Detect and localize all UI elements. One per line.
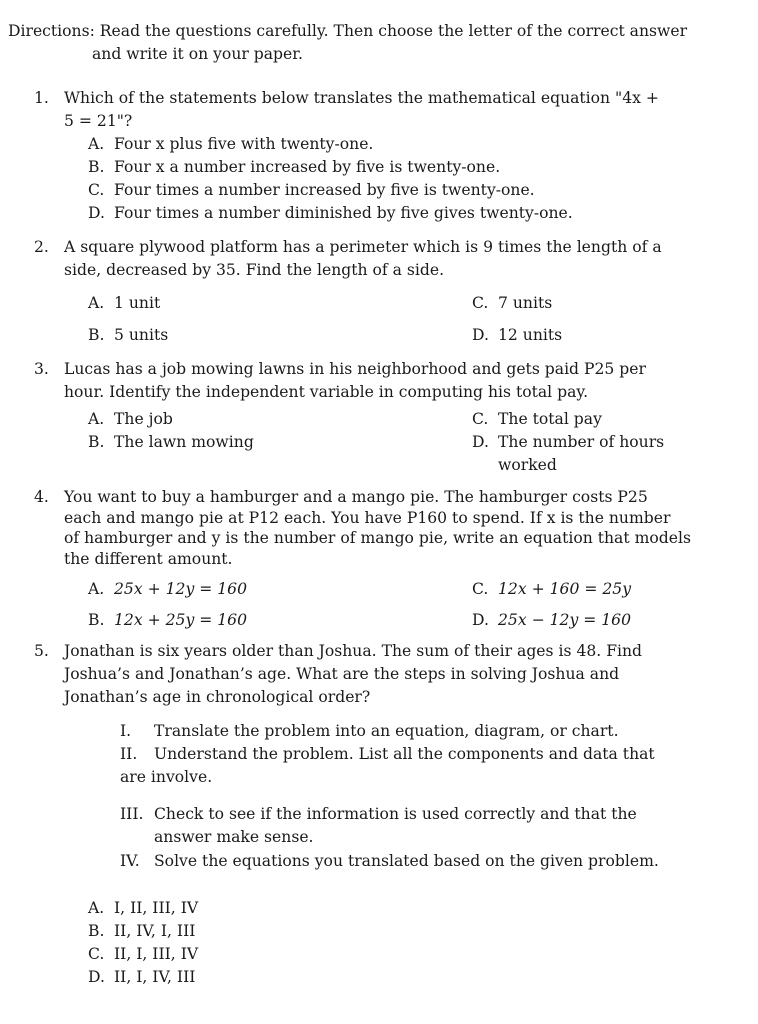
step-numeral: II.	[120, 745, 138, 763]
step-4	[120, 850, 720, 873]
option-1d	[88, 202, 573, 225]
option-text: 1 unit	[114, 294, 161, 312]
option-letter: A.	[88, 580, 105, 598]
question-text-line: Lucas has a job mowing lawns in his neighborhood and gets paid P25 per	[64, 360, 646, 378]
option-text: 12x + 160 = 25y	[498, 580, 632, 598]
step-text-continued: answer make sense.	[154, 828, 314, 846]
question-text-line: A square plywood platform has a perimeter which is 9 times the length of a	[64, 238, 662, 256]
option-3c	[472, 408, 602, 431]
directions	[8, 20, 748, 66]
step-2	[120, 743, 720, 789]
option-text: Four times a number diminished by five gives twenty-one.	[114, 204, 573, 222]
option-text: The job	[114, 410, 173, 428]
option-4a	[88, 578, 247, 601]
option-letter: A.	[88, 899, 105, 917]
question-5	[34, 640, 734, 709]
question-4	[34, 487, 734, 569]
step-text: Solve the equations you translated based on the given problem.	[154, 852, 659, 870]
option-1c	[88, 179, 535, 202]
option-text: 12 units	[498, 326, 563, 344]
question-text-line: side, decreased by 35. Find the length of a side.	[64, 261, 445, 279]
option-text: II, IV, I, III	[114, 922, 196, 940]
option-text: 25x + 12y = 160	[114, 580, 248, 598]
question-text	[64, 487, 734, 569]
option-letter: B.	[88, 326, 105, 344]
option-letter: D.	[472, 611, 489, 629]
option-letter: D.	[88, 968, 105, 986]
option-1a	[88, 133, 373, 156]
step-numeral: IV.	[120, 852, 140, 870]
option-text: 25x − 12y = 160	[498, 611, 632, 629]
directions-line-1: Directions: Read the questions carefully. Then choose the letter of the correct answer	[8, 22, 688, 40]
question-3	[34, 358, 734, 404]
option-text: Four times a number increased by five is twenty-one.	[114, 181, 535, 199]
step-text: Check to see if the information is used correctly and that the	[154, 805, 637, 823]
option-4c	[472, 578, 631, 601]
option-letter: C.	[472, 410, 489, 428]
step-text: Understand the problem. List all the components and data that	[154, 745, 655, 763]
option-2b	[88, 324, 168, 347]
option-letter: D.	[88, 204, 105, 222]
question-number: 2.	[34, 238, 49, 256]
question-text	[64, 87, 734, 133]
question-1	[34, 87, 734, 133]
question-number: 1.	[34, 89, 49, 107]
question-text-line: Joshua’s and Jonathan’s age. What are the steps in solving Joshua and	[64, 665, 620, 683]
option-5c	[88, 943, 198, 966]
option-4b	[88, 609, 247, 632]
option-letter: C.	[88, 181, 105, 199]
question-text	[64, 640, 734, 709]
question-text-line: hour. Identify the independent variable in computing his total pay.	[64, 383, 589, 401]
question-number: 4.	[34, 488, 49, 506]
step-1	[120, 720, 720, 743]
option-text: The lawn mowing	[114, 433, 254, 451]
question-text-line: 5 = 21"?	[64, 112, 133, 130]
question-2	[34, 236, 734, 282]
step-text: Translate the problem into an equation, diagram, or chart.	[154, 722, 619, 740]
option-text: 5 units	[114, 326, 169, 344]
step-text-continued: are involve.	[120, 768, 213, 786]
option-letter: B.	[88, 922, 105, 940]
question-text-line: Jonathan is six years older than Joshua. The sum of their ages is 48. Find	[64, 642, 643, 660]
option-letter: A.	[88, 410, 105, 428]
option-letter: C.	[88, 945, 105, 963]
option-letter: D.	[472, 326, 489, 344]
question-text-line: You want to buy a hamburger and a mango pie. The hamburger costs P25	[64, 488, 648, 506]
option-letter: B.	[88, 158, 105, 176]
directions-line-2: and write it on your paper.	[92, 45, 303, 63]
question-text-line: Jonathan’s age in chronological order?	[64, 688, 371, 706]
option-letter: A.	[88, 135, 105, 153]
question-text	[64, 358, 734, 404]
option-text: 7 units	[498, 294, 553, 312]
option-text: 12x + 25y = 160	[114, 611, 248, 629]
question-number: 5.	[34, 642, 49, 660]
option-text: II, I, III, IV	[114, 945, 199, 963]
option-text: I, II, III, IV	[114, 899, 199, 917]
option-text: Four x plus five with twenty-one.	[114, 135, 374, 153]
step-3	[120, 803, 720, 849]
option-5d	[88, 966, 195, 989]
question-text-line: of hamburger and y is the number of mango pie, write an equation that models	[64, 529, 691, 547]
option-letter: B.	[88, 611, 105, 629]
option-5a	[88, 897, 198, 920]
option-text: The total pay	[498, 410, 602, 428]
step-numeral: I.	[120, 722, 132, 740]
option-letter: B.	[88, 433, 105, 451]
option-2a	[88, 292, 160, 315]
option-4d	[472, 609, 631, 632]
option-1b	[88, 156, 500, 179]
option-3b	[88, 431, 254, 454]
option-text: worked	[498, 456, 557, 474]
option-5b	[88, 920, 195, 943]
option-3d	[472, 431, 664, 477]
option-text: The number of hours	[498, 433, 665, 451]
question-text-line: the different amount.	[64, 549, 233, 568]
option-3a	[88, 408, 173, 431]
option-letter: C.	[472, 294, 489, 312]
option-2c	[472, 292, 552, 315]
option-text: II, I, IV, III	[114, 968, 196, 986]
question-text-line: each and mango pie at P12 each. You have P160 to spend. If x is the number	[64, 508, 671, 527]
option-letter: A.	[88, 294, 105, 312]
option-2d	[472, 324, 562, 347]
option-text: Four x a number increased by five is twenty-one.	[114, 158, 501, 176]
option-letter: D.	[472, 433, 489, 451]
option-letter: C.	[472, 580, 489, 598]
question-number: 3.	[34, 360, 49, 378]
question-text	[64, 236, 734, 282]
question-text-line: Which of the statements below translates the mathematical equation "4x +	[64, 89, 659, 107]
step-numeral: III.	[120, 805, 144, 823]
